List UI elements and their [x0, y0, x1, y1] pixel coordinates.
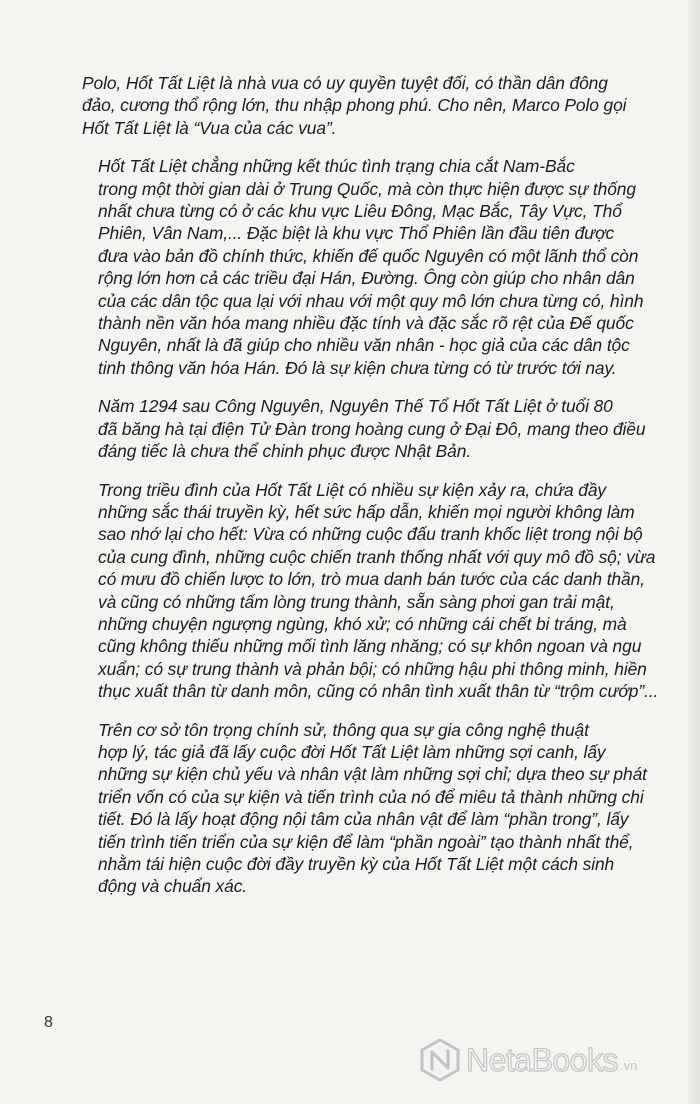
- text-line: những sự kiện chủ yếu và nhân vật làm những sợi chỉ; dựa theo sự phát: [98, 764, 647, 785]
- text-line: cũng không thiếu những mối tình lăng nhăng; có sự khôn ngoan và ngu: [98, 636, 642, 657]
- text-line: triển vốn có của sự kiện và tiến trình của nó để miêu tả thành những chi: [98, 786, 644, 807]
- text-line: Phiên, Vân Nam,... Đặc biệt là khu vực Thổ Phiên lần đầu tiên được: [98, 223, 615, 244]
- paragraph-4: [82, 479, 659, 703]
- body-text: [82, 72, 659, 914]
- text-line: nhằm tái hiện cuộc đời đầy truyền kỳ của Hốt Tất Liệt một cách sinh: [98, 854, 615, 874]
- text-line: thục xuất thân từ danh môn, cũng có nhân tình xuất thân từ “trộm cướp”...: [98, 681, 659, 702]
- text-line: của các dân tộc qua lại với nhau với một quy mô lớn chưa từng có, hình: [98, 290, 644, 311]
- watermark: [418, 1038, 637, 1082]
- text-line: tiến trình tiến triển của sự kiện để làm “phần ngoài” tạo thành nhất thể,: [98, 831, 634, 852]
- text-line: Trên cơ sở tôn trọng chính sử, thông qua sự gia công nghệ thuật: [98, 719, 589, 740]
- watermark-suffix: .vn: [620, 1058, 638, 1073]
- text-line: của cung đình, những cuộc chiến tranh thống nhất với quy mô đồ sộ; vừa: [98, 546, 656, 567]
- watermark-brand: NetaBooks: [466, 1041, 619, 1078]
- text-line: đã băng hà tại điện Tử Đàn trong hoàng cung ở Đại Đô, mang theo điều: [98, 418, 646, 439]
- text-line: có mưu đồ chiến lược to lớn, trò mua danh bán tước của các danh thần,: [98, 569, 645, 590]
- text-line: thành nền văn hóa mang nhiều đặc tính và đặc sắc rõ rệt của Đế quốc: [98, 313, 634, 334]
- text-line: và cũng có những tấm lòng trung thành, sẵn sàng phơi gan trải mật,: [98, 591, 615, 612]
- text-line: sao nhớ lại cho hết: Vừa có những cuộc đấu tranh khốc liệt trong nội bộ: [98, 524, 643, 545]
- text-line: những sắc thái truyền kỳ, hết sức hấp dẫn, khiến mọi người không làm: [98, 501, 635, 522]
- paragraph-5: [82, 719, 654, 898]
- page-edge-shadow: [686, 0, 700, 1104]
- text-line: tiết. Đó là lấy hoạt động nội tâm của nhân vật để làm “phần trong”, lấy: [98, 809, 629, 830]
- text-line: Polo, Hốt Tất Liệt là nhà vua có uy quyền tuyệt đối, có thần dân đông: [82, 73, 608, 93]
- text-line: hợp lý, tác giả đã lấy cuộc đời Hốt Tất Liệt làm những sợi canh, lấy: [98, 741, 606, 762]
- text-line: động và chuẩn xác.: [98, 876, 248, 897]
- text-line: Nguyên, nhất là đã giúp cho nhiều văn nhân - học giả của các dân tộc: [98, 335, 630, 356]
- text-line: trong một thời gian dài ở Trung Quốc, mà còn thực hiện được sự thống: [98, 178, 636, 199]
- text-line: Hốt Tất Liệt là “Vua của các vua”.: [82, 117, 337, 138]
- text-line: tinh thông văn hóa Hán. Đó là sự kiện chưa từng có từ trước tới nay.: [98, 357, 617, 378]
- text-line: rộng lớn hơn cả các triều đại Hán, Đường. Ông còn giúp cho nhân dân: [98, 268, 635, 289]
- page-number: 8: [44, 1014, 53, 1031]
- text-line: Năm 1294 sau Công Nguyên, Nguyên Thế Tổ Hốt Tất Liệt ở tuổi 80: [98, 396, 613, 417]
- paragraph-1: [82, 72, 654, 139]
- text-line: đáng tiếc là chưa thể chinh phục được Nhật Bản.: [98, 441, 472, 462]
- text-line: nhất chưa từng có ở các khu vực Liêu Đông, Mạc Bắc, Tây Vực, Thổ: [98, 201, 622, 222]
- paragraph-2: [82, 155, 654, 379]
- text-line: xuẩn; có sự trung thành và phản bội; có những hậu phi thông minh, hiền: [98, 658, 647, 679]
- text-line: đưa vào bản đồ chính thức, khiến đế quốc Nguyên có một lãnh thổ còn: [98, 245, 639, 266]
- text-line: những chuyện ngượng ngùng, khó xử; có những cái chết bi tráng, mà: [98, 613, 627, 634]
- paragraph-3: [82, 395, 654, 462]
- text-line: Trong triều đình của Hốt Tất Liệt có nhiều sự kiện xảy ra, chứa đầy: [98, 479, 607, 500]
- netabooks-logo-icon: [418, 1038, 462, 1082]
- text-line: đảo, cương thổ rộng lớn, thu nhập phong phú. Cho nên, Marco Polo gọi: [82, 95, 627, 116]
- text-line: Hốt Tất Liệt chẳng những kết thúc tình trạng chia cắt Nam-Bắc: [98, 156, 575, 177]
